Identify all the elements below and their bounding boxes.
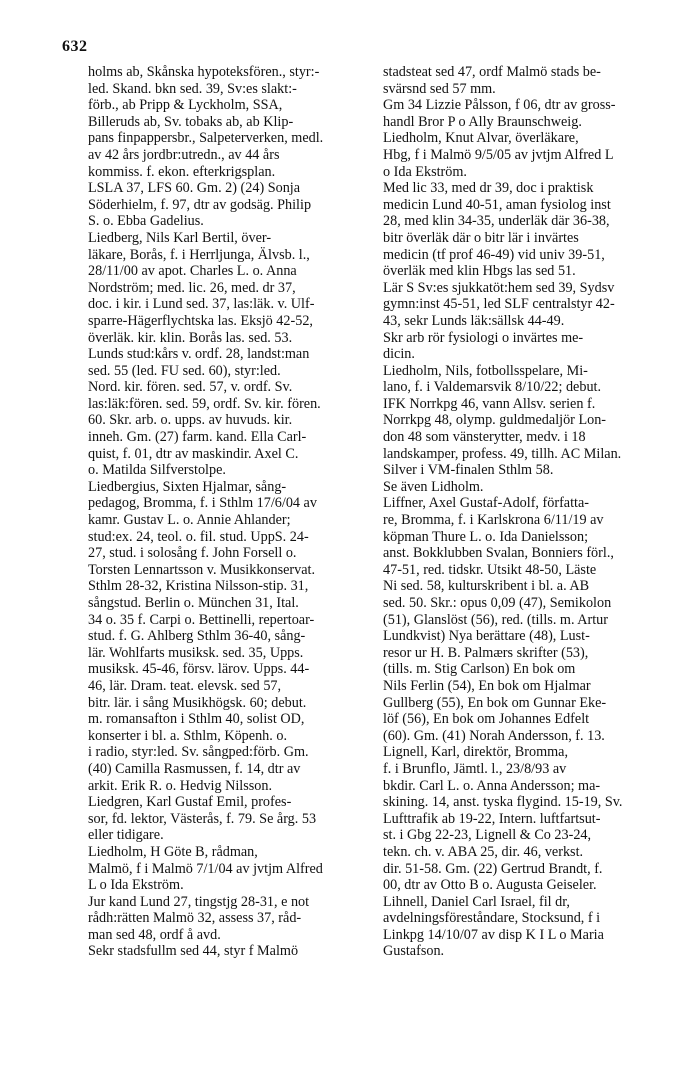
text-line: 46, lär. Dram. teat. elevsk. sed 57, (88, 677, 282, 694)
page-number: 632 (62, 38, 88, 55)
entry-heading: Liedholm, Nils, fotbollsspelare, Mi- (383, 362, 588, 379)
text-line: las:läk:fören. sed. 59, ordf. Sv. kir. fören. (88, 395, 321, 412)
text-line: 43, sekr Lunds läk:sällsk 44-49. (383, 312, 565, 329)
text-line: Med lic 33, med dr 39, doc i praktisk (383, 180, 594, 197)
text-line: don 48 som vänsterytter, medv. i 18 (383, 429, 586, 446)
text-line: svärsnd sed 57 mm. (383, 80, 496, 97)
text-line: musiksk. 45-46, försv. lärov. Upps. 44- (88, 661, 310, 678)
entry-heading: Lignell, Karl, direktör, Bromma, (383, 744, 569, 761)
text-line: Sthlm 28-32, Kristina Nilsson-stip. 31, (88, 578, 309, 595)
text-line: Lär S Sv:es sjukkatöt:hem sed 39, Sydsv (383, 279, 615, 296)
text-line: bitr överläk där o bitr lär i invärtes (383, 229, 579, 246)
text-line: sångstud. Berlin o. München 31, Ital. (88, 595, 299, 611)
text-line: S. o. Ebba Gadelius. (88, 213, 204, 230)
text-line: Lundkvist) Nya berättare (48), Lust- (383, 628, 590, 645)
text-line: Ni sed. 58, kulturskribent i bl. a. AB (383, 578, 590, 595)
text-line: 34 o. 35 f. Carpi o. Bettinelli, repertoar- (88, 611, 315, 628)
text-line: pedagog, Bromma, f. i Sthlm 17/6/04 av (88, 495, 317, 512)
text-line: kommiss. f. ekon. efterkrigsplan. (88, 163, 276, 180)
text-line: anst. Bokklubben Svalan, Bonniers förl., (383, 545, 614, 562)
text-line: läkare, Borås, f. i Herrljunga, Älvsb. l., (88, 246, 310, 263)
text-line: av 42 års jordbr:utredn., av 44 års (88, 146, 280, 163)
text-line: Torsten Lennartsson v. Musikkonservat. (88, 561, 316, 578)
text-line: överläk med klin Hbgs las sed 51. (383, 263, 576, 280)
text-line: sed. 55 (led. FU sed. 60), styr:led. (88, 362, 281, 379)
text-line: lär. Wohlfarts musiksk. sed. 35, Upps. (88, 644, 304, 661)
text-line: Silver i VM-finalen Sthlm 58. (383, 462, 554, 479)
text-line: Sekr stadsfullm sed 44, styr f Malmö (88, 943, 299, 960)
text-line: Söderhielm, f. 97, dtr av godsäg. Philip (88, 196, 312, 213)
entry-heading: Liedbergius, Sixten Hjalmar, sång- (88, 478, 287, 495)
text-line: tekn. ch. v. ABA 25, dir. 46, verkst. (383, 843, 584, 860)
entry-heading: Liedberg, Nils Karl Bertil, över- (88, 229, 272, 246)
entry-heading: Liedgren, Karl Gustaf Emil, profes- (88, 794, 292, 811)
entry-heading: Liedholm, Knut Alvar, överläkare, (383, 130, 579, 147)
entry-heading: Liffner, Axel Gustaf-Adolf, författa- (383, 495, 589, 512)
text-line: medicin (tf prof 46-49) vid univ 39-51, (383, 246, 605, 263)
text-line: i radio, styr:led. Sv. sångped:förb. Gm. (88, 744, 309, 761)
text-line: Malmö, f i Malmö 7/1/04 av jvtjm Alfred (88, 860, 323, 877)
text-line: st. i Gbg 22-23, Lignell & Co 23-24, (383, 827, 592, 844)
text-line: arkit. Erik R. o. Hedvig Nilsson. (88, 777, 273, 794)
text-line: skining. 14, anst. tyska flygind. 15-19, Sv. (383, 794, 623, 811)
text-line: 28, med klin 34-35, underläk där 36-38, (383, 213, 610, 230)
text-line: m. romansafton i Sthlm 40, solist OD, (88, 711, 305, 728)
text-line: Gullberg (55), En bok om Gunnar Eke- (383, 694, 607, 711)
text-line: rådh:rätten Malmö 32, assess 37, råd- (88, 910, 302, 927)
text-line: (tills. m. Stig Carlson) En bok om (383, 661, 576, 678)
text-line: 28/11/00 av apot. Charles L. o. Anna (88, 263, 297, 280)
text-line: 60. Skr. arb. o. upps. av huvuds. kir. (88, 412, 293, 429)
entry-heading: Liedholm, H Göte B, rådman, (88, 843, 258, 860)
text-line: Skr arb rör fysiologi o invärtes me- (383, 329, 584, 346)
text-line: (60). Gm. (41) Norah Andersson, f. 13. (383, 727, 605, 744)
text-line: o Ida Ekström. (383, 163, 467, 180)
text-line: handl Bror P o Ally Braunschweig. (383, 113, 582, 130)
text-line: Billeruds ab, Sv. tobaks ab, ab Klip- (88, 113, 294, 130)
text-line: Lufttrafik ab 19-22, Intern. luftfartsut- (383, 810, 601, 827)
right-column (383, 64, 673, 960)
text-line: Norrkpg 48, olymp. guldmedaljör Lon- (383, 412, 607, 429)
text-line: quist, f. 01, dtr av maskindir. Axel C. (88, 445, 299, 462)
text-line: 27, stud. i solosång f. John Forsell o. (88, 545, 297, 562)
text-line: stud. f. G. Ahlberg Sthlm 36-40, sång- (88, 628, 306, 645)
text-line: LSLA 37, LFS 60. Gm. 2) (24) Sonja (88, 180, 301, 197)
text-line: led. Skand. bkn sed. 39, Sv:es slakt:- (88, 80, 297, 97)
text-line: holms ab, Skånska hypoteksfören., styr:- (88, 64, 320, 80)
text-line: dicin. (383, 346, 415, 363)
text-line: eller tidigare. (88, 827, 164, 844)
text-line: löf (56), En bok om Johannes Edfelt (383, 711, 590, 728)
text-line: (40) Camilla Rasmussen, f. 14, dtr av (88, 760, 301, 777)
text-line: sor, fd. lektor, Västerås, f. 79. Se årg. 53 (88, 810, 317, 827)
text-line: stud:ex. 24, teol. o. fil. stud. UppS. 24- (88, 528, 309, 545)
left-column (88, 64, 386, 960)
text-line: gymn:inst 45-51, led SLF centralstyr 42- (383, 296, 615, 313)
text-line: Gm 34 Lizzie Pålsson, f 06, dtr av gross- (383, 97, 616, 114)
text-line: överläk. kir. klin. Borås las. sed. 53. (88, 329, 293, 346)
text-line: Hbg, f i Malmö 9/5/05 av jvtjm Alfred L (383, 146, 614, 163)
text-line: kamr. Gustav L. o. Annie Ahlander; (88, 512, 291, 529)
text-line: lano, f. i Valdemarsvik 8/10/22; debut. (383, 379, 602, 396)
text-line: doc. i kir. i Lund sed. 37, las:läk. v. Ulf- (88, 296, 315, 313)
text-line: f. i Brunflo, Jämtl. l., 23/8/93 av (383, 760, 567, 777)
text-line: o. Matilda Silfverstolpe. (88, 462, 226, 479)
text-line: sparre-Hägerflychtska las. Eksjö 42-52, (88, 312, 313, 329)
text-line: re, Bromma, f. i Karlskrona 6/11/19 av (383, 512, 604, 529)
text-line: L o Ida Ekström. (88, 877, 184, 894)
text-line: medicin Lund 40-51, aman fysiolog inst (383, 196, 611, 213)
text-line: Nordström; med. lic. 26, med. dr 37, (88, 279, 296, 296)
text-line: bitr. lär. i sång Musikhögsk. 60; debut. (88, 694, 307, 711)
text-line: Se även Lidholm. (383, 478, 484, 495)
entry-heading: Lihnell, Daniel Carl Israel, fil dr, (383, 893, 570, 910)
text-line: 00, dtr av Otto B o. Augusta Geiseler. (383, 877, 597, 894)
text-line: IFK Norrkpg 46, vann Allsv. serien f. (383, 395, 596, 412)
text-line: Gustafson. (383, 943, 445, 960)
text-line: inneh. Gm. (27) farm. kand. Ella Carl- (88, 429, 307, 446)
text-line: pans finpappersbr., Salpeterverken, medl. (88, 130, 324, 147)
text-line: stadsteat sed 47, ordf Malmö stads be- (383, 64, 601, 80)
text-line: Linkpg 14/10/07 av disp K I L o Maria (383, 926, 604, 943)
text-line: Nord. kir. fören. sed. 57, v. ordf. Sv. (88, 379, 293, 396)
text-line: resor ur H. B. Palmærs skrifter (53), (383, 644, 589, 661)
text-line: dir. 51-58. Gm. (22) Gertrud Brandt, f. (383, 860, 603, 877)
text-line: sed. 50. Skr.: opus 0,09 (47), Semikolon (383, 595, 612, 611)
text-line: konserter i bl. a. Sthlm, Köpenh. o. (88, 727, 287, 744)
text-line: man sed 48, ordf å avd. (88, 926, 221, 943)
text-line: 47-51, red. tidskr. Utsikt 48-50, Läste (383, 561, 597, 578)
text-line: avdelningsföreståndare, Stocksund, f i (383, 910, 601, 927)
text-line: landskamper, profess. 49, tillh. AC Milan. (383, 445, 622, 462)
text-line: (51), Glanslöst (56), red. (tills. m. Artur (383, 611, 608, 628)
text-line: köpman Thure L. o. Ida Danielsson; (383, 528, 589, 545)
text-line: Lunds stud:kårs v. ordf. 28, landst:man (88, 346, 310, 363)
text-line: bkdir. Carl L. o. Anna Andersson; ma- (383, 777, 601, 794)
text-line: förb., ab Pripp & Lyckholm, SSA, (88, 97, 283, 114)
text-line: Jur kand Lund 27, tingstjg 28-31, e not (88, 893, 310, 910)
text-line: Nils Ferlin (54), En bok om Hjalmar (383, 677, 591, 694)
